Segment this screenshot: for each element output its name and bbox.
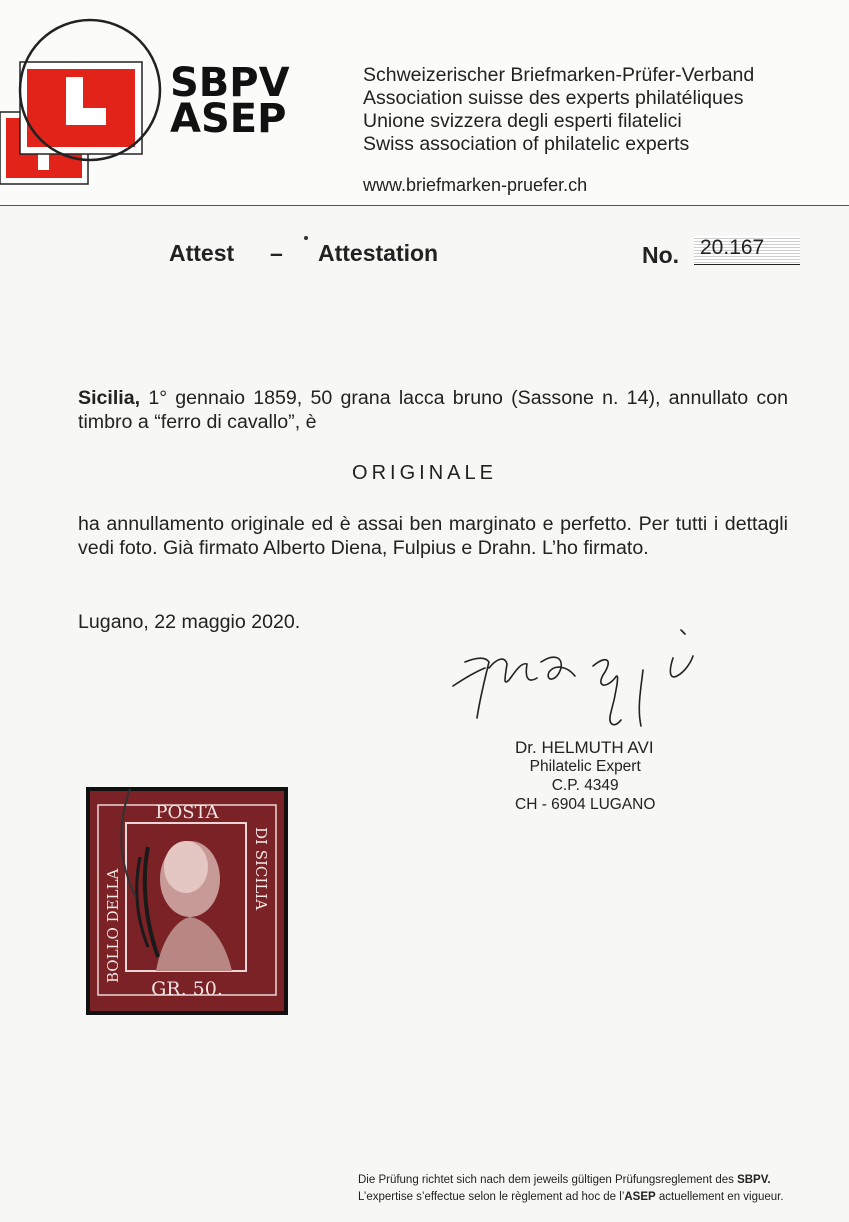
title-dash: – <box>270 240 283 266</box>
footer-line-de-bold: SBPV. <box>737 1174 771 1186</box>
expert-title: Philatelic Expert <box>529 758 641 775</box>
title-dot <box>304 236 308 240</box>
certificate-number: 20.167 <box>700 236 765 259</box>
stamp-description <box>78 386 788 434</box>
footer-line-fr-text: L’expertise s’effectue selon le règlement ad hoc de l’ <box>358 1191 625 1203</box>
condition-details: ha annullamento originale ed è assai ben marginato e perfetto. Per tutti i dettagli vedi foto. Già firmato Alberto Diena, Fulpius e Drahn. L’ho firmato. <box>78 513 788 559</box>
verdict: ORIGINALE <box>352 462 497 484</box>
expert-postbox: C.P. 4349 <box>551 777 619 794</box>
signature-icon <box>445 628 735 738</box>
brand-line-sbpv: SBPV <box>170 60 290 106</box>
association-name-fr: Association suisse des experts philatéliques <box>363 87 744 109</box>
association-name-de: Schweizerischer Briefmarken-Prüfer-Verband <box>363 64 755 86</box>
footer-line-de-text: Die Prüfung richtet sich nach dem jeweils gültigen Prüfungsreglement des <box>358 1174 738 1186</box>
postage-right-text: DI SICILIA <box>252 827 270 911</box>
certificate-number-label: No. <box>642 242 680 268</box>
footer-line-de <box>358 1172 784 1189</box>
footer-line-fr-end: actuellement en vigueur. <box>655 1191 784 1203</box>
footer-line-fr <box>358 1189 784 1206</box>
postage-top-text: POSTA <box>155 802 219 823</box>
letterhead <box>0 0 849 205</box>
header-divider <box>0 205 849 206</box>
expert-stamp <box>515 738 655 814</box>
association-name-it: Unione svizzera degli esperti filatelici <box>363 110 682 132</box>
website-link[interactable]: www.briefmarken-pruefer.ch <box>363 175 588 195</box>
association-names <box>363 64 754 156</box>
brand-line-asep: ASEP <box>170 96 287 142</box>
expert-name: Dr. HELMUTH AVI <box>515 738 654 757</box>
association-name-en: Swiss association of philatelic experts <box>363 133 690 155</box>
postage-value-text: GR. 50. <box>151 978 223 1000</box>
place-date: Lugano, 22 maggio 2020. <box>78 611 301 633</box>
sbpv-logo-icon <box>0 12 165 202</box>
footer-line-fr-bold: ASEP <box>624 1191 656 1203</box>
footer-note <box>358 1172 784 1206</box>
title-attest: Attest <box>169 240 235 266</box>
expert-address: CH - 6904 LUGANO <box>515 796 656 813</box>
subject-country: Sicilia, <box>78 387 141 409</box>
postage-left-text: BOLLO DELLA <box>104 868 122 983</box>
brand-wordmark <box>170 60 290 142</box>
title-attestation: Attestation <box>318 240 439 266</box>
postage-stamp-image <box>86 787 288 1015</box>
subject-details: 1° gennaio 1859, 50 grana lacca bruno (Sassone n. 14), annullato con timbro a “ferro di cavallo”, è <box>78 387 788 433</box>
